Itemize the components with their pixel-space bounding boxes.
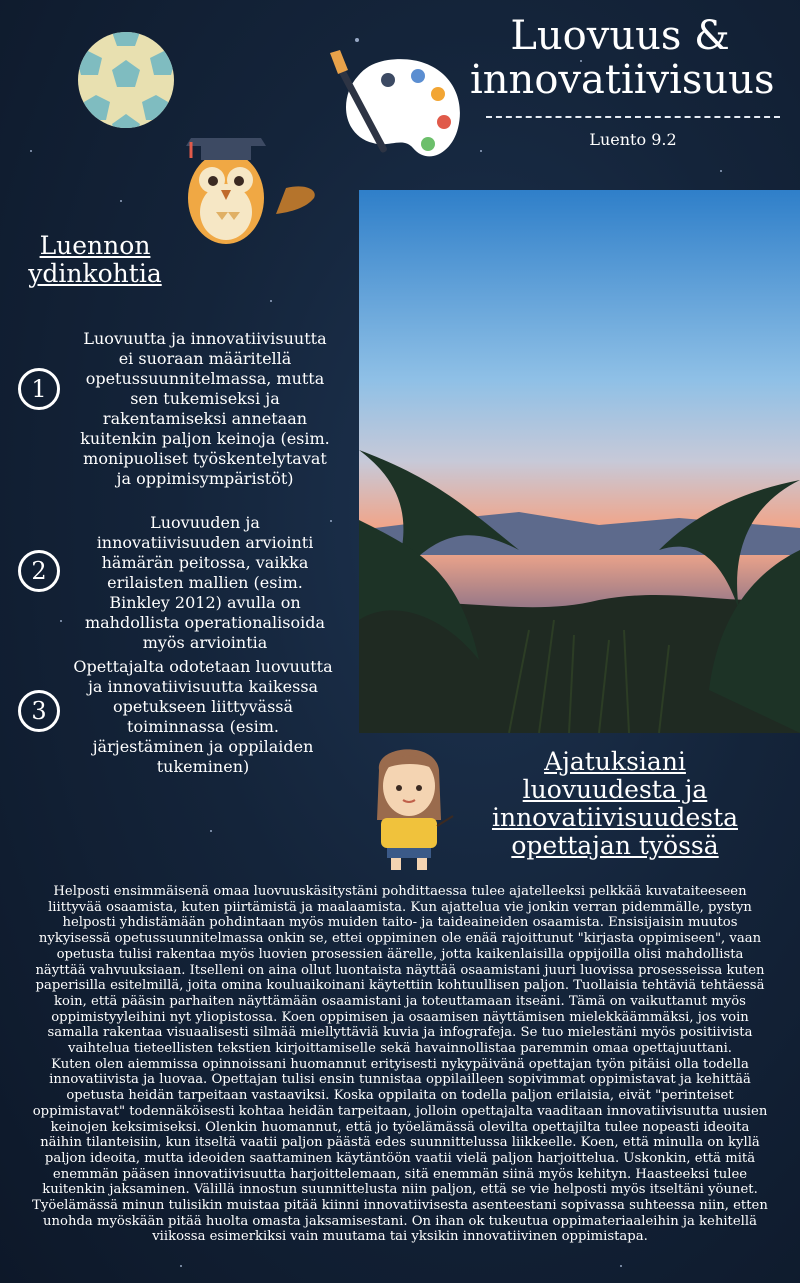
paint-palette-icon — [318, 48, 468, 168]
page-subtitle: Luento 9.2 — [589, 130, 677, 149]
point-number-3: 3 — [18, 690, 60, 732]
key-point-1: Luovuutta ja innovatiivisuutta ei suoraan määritellä opetussuunnitelmassa, mutta sen tukemiseksi ja rakentamiseksi annetaan kuitenkin paljon keinoja (esim. monipuoliset työskentelytavat ja oppimisympäristöt) — [80, 329, 330, 488]
key-point-3: Opettajalta odotetaan luovuutta ja innovatiivisuutta kaikessa opetukseen liittyvässä toiminnassa (esim. järjestäminen ja oppilaiden tukeminen) — [73, 657, 333, 776]
reflection-paragraph-1: Helposti ensimmäisenä omaa luovuuskäsitystäni pohdittaessa tulee ajatelleeksi pelkkää kuvataiteeseen liittyvää osaamista, kuten piirtämistä ja maalaamista. Kun ajattelua vie jonkin verran pidemmälle, pystyn helposti yhdistämään pohdintaan myös muiden taito- ja taideaineiden osaamista. Ensisijaisin muutos nykyisessä opetussuunnitelmassa onkin se, ettei oppiminen ole enää rajoittunut "kirjasta oppimiseen", vaan opetusta tulisi rakentaa myös luovien prosessien äärelle, jotta kaikenlaisilla oppijoilla olisi mahdollista näyttää vahvuuksiaan. Itselleni on aina ollut luontaista näyttää osaamistani juuri luovissa prosesseissa kuten paperisilla esitelmillä, joita omina kouluaikoinani käytettiin kohtuullisen paljon. Tuollaisia tehtäviä tehtäessä koin, että pääsin parhaiten näyttämään osaamistani ja toteuttamaan itseäni. Tämä on vaikuttanut myös oppimistyyleihini nyt yliopistossa. Koen oppimisen ja osaamisen näyttämisen mielekkäämmäksi, jos voin samalla rakentaa visuaalisesti silmää miellyttäviä kuvia ja infografeja. Se tuo mielestäni myös positiivista vaihtelua tieteellisten tekstien kirjoittamiselle sekä havainnollistaa paremmin omaa opettajuuttani. — [35, 884, 765, 1057]
point-number-2: 2 — [18, 550, 60, 592]
reflection-paragraph-2: Kuten olen aiemmissa opinnoissani huomannut erityisesti nykypäivänä opettajan työn pitäisi olla todella innovatiivista ja luovaa. Opettajan tulisi ensin tunnistaa oppilailleen sopivimmat oppimistavat ja kehittää opetusta heidän tarpeitaan vastaaviksi. Koska oppilaita on todella paljon erilaisia, eivät "perinteiset oppimistavat" todennäköisesti kohtaa heidän tarpeitaan, jolloin opettajalta vaaditaan innovatiivisuutta uusien keinojen keksimiseksi. Olenkin huomannut, että jo työelämässä olevilta opettajilta tulee nopeasti ideoita näihin tilanteisiin, kun itseltä vaatii paljon päästä edes suunnittelussa liikkeelle. Koen, että minulla on kyllä paljon ideoita, mutta ideoiden saattaminen käytäntöön vaatii vielä paljon harjoittelua. Uskonkin, että mitä enemmän pääsen innovatiivisuutta harjoittelemaan, sitä enemmän siinä myös kehityn. Haasteeksi tulee kuitenkin jaksaminen. Välillä innostun suunnittelusta niin paljon, että se vie helposti myös itseltäni yöunet. Työelämässä minun tulisikin muistaa pitää kiinni innovatiivisesta asenteestani sopivassa suhteessa niin, etten unohda myöskään pitää huolta omasta jaksamisestani. On ihan ok tukeutua oppimateriaaleihin ja kehitellä viikossa esimerkiksi vain muutama tai yksikin innovatiivinen oppimistapa. — [32, 1056, 768, 1245]
reflection-heading: Ajatuksiani luovuudesta ja innovatiivisuudesta opettajan työssä — [491, 747, 739, 860]
teacher-girl-icon — [365, 740, 457, 872]
title-divider — [486, 116, 780, 118]
page-title: Luovuus & innovatiivisuus — [470, 13, 775, 103]
soccer-ball-icon — [76, 30, 176, 130]
point-number-1: 1 — [18, 368, 60, 410]
key-points-heading: Luennon ydinkohtia — [28, 231, 162, 288]
key-point-2: Luovuuden ja innovatiivisuuden arviointi hämärän peitossa, vaikka erilaisten mallien (esim. Binkley 2012) avulla on mahdollista operationalisoida myös arviointia — [84, 513, 326, 652]
owl-graduate-icon — [186, 128, 320, 246]
reflection-text — [32, 884, 768, 1245]
sunset-lake-photo — [359, 190, 800, 733]
